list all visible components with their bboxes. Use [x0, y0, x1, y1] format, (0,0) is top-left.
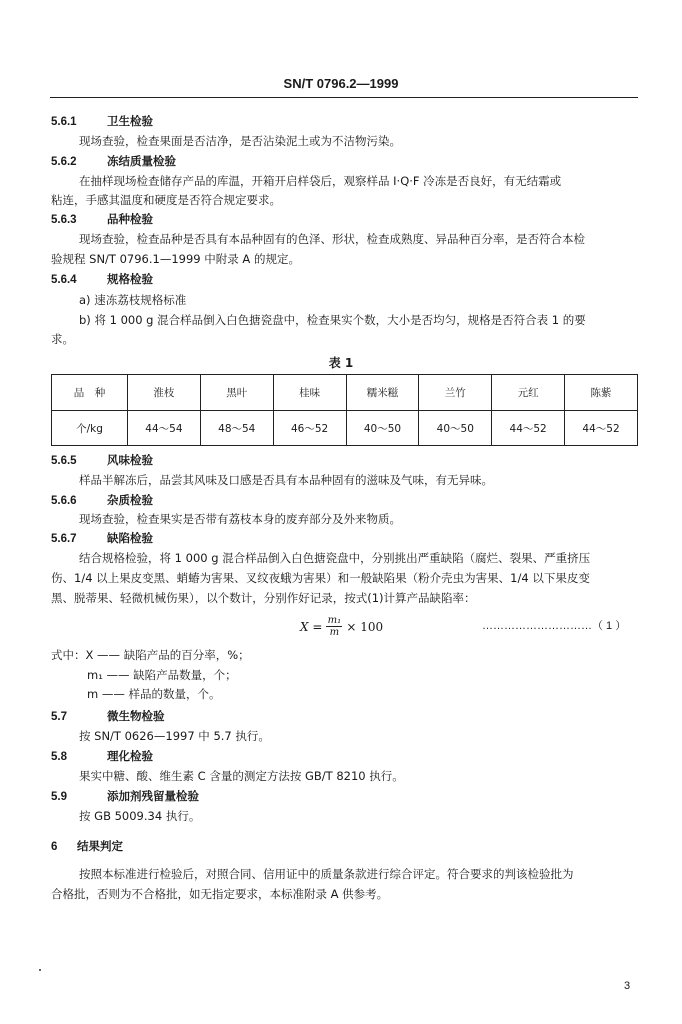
section-title: 微生物检验 [107, 709, 165, 723]
section-5-6-6-heading [51, 492, 153, 509]
section-title: 理化检验 [107, 749, 153, 763]
count-cell: 44～52 [492, 411, 565, 446]
count-cell: 40～50 [419, 411, 492, 446]
section-5-6-2-heading [51, 153, 176, 170]
section-5-6-7-heading [51, 530, 153, 547]
equation-number-line [482, 617, 626, 633]
section-title: 结果判定 [77, 839, 123, 853]
variety-cell: 陈紫 [565, 375, 638, 411]
count-cell: 40～50 [346, 411, 419, 446]
page-number: 3 [624, 980, 631, 992]
section-title: 添加剂残留量检验 [107, 789, 199, 803]
section-5-6-2-body-line: 在抽样现场检查储存产品的库温，开箱开启样袋后，观察样品 I·Q·F 冷冻是否良好，有无结霜或 [79, 174, 562, 188]
table-caption: 表 1 [328, 356, 354, 370]
count-cell: 46～52 [273, 411, 346, 446]
section-number: 6 [51, 841, 58, 853]
section-number: 5.8 [51, 751, 67, 763]
dot-leader: ………………………… [482, 620, 592, 632]
spec-table [51, 374, 638, 446]
section-title: 品种检验 [107, 212, 153, 226]
section-5-6-4-heading [51, 271, 153, 288]
section-number: 5.6.3 [51, 214, 77, 226]
row-label-variety: 品 种 [52, 375, 128, 411]
section-number: 5.9 [51, 791, 67, 803]
formula-fraction [326, 615, 342, 638]
count-cell: 44～54 [128, 411, 201, 446]
formula-legend-line: m —— 样品的数量，个。 [87, 687, 221, 701]
section-title: 缺陷检验 [107, 531, 153, 545]
count-cell: 48～54 [200, 411, 273, 446]
section-5-6-7-body-line: 黑、脱蒂果、轻微机械伤果），以个数计，分别作好记录，按式(1)计算产品缺陷率： [51, 591, 476, 605]
variety-cell: 糯米糍 [346, 375, 419, 411]
variety-cell: 黑叶 [200, 375, 273, 411]
scan-speck [39, 969, 41, 971]
section-title: 冻结质量检验 [107, 154, 176, 168]
variety-cell: 桂味 [273, 375, 346, 411]
standard-code-header: SN/T 0796.2—1999 [283, 76, 399, 91]
section-5-6-3-body-line: 现场查验，检查品种是否具有本品种固有的色泽、形状，检查成熟度、异品种百分率，是否符合本检 [79, 232, 585, 246]
item-b-line: b) 将 1 000 g 混合样品倒入白色搪瓷盘中，检查果实个数，大小是否均匀，规格是否符合表 1 的要 [79, 313, 586, 327]
table-row-counts [52, 411, 638, 446]
formula-denominator: m [329, 627, 340, 638]
section-6-heading [51, 838, 123, 855]
section-number: 5.6.5 [51, 455, 77, 467]
section-title: 卫生检验 [107, 114, 153, 128]
section-5-9-heading [51, 788, 199, 805]
item-b-line: 求。 [51, 332, 74, 346]
section-5-8-body: 果实中糖、酸、维生素 C 含量的测定方法按 GB/T 8210 执行。 [79, 769, 404, 783]
equation-number: （ 1 ） [592, 620, 627, 632]
section-5-6-1-body: 现场查验，检查果面是否洁净，是否沾染泥土或为不洁物污染。 [79, 134, 401, 148]
section-5-6-7-body-line: 结合规格检验，将 1 000 g 混合样品倒入白色搪瓷盘中，分别挑出严重缺陷（腐烂、裂果、严重挤压 [79, 551, 591, 565]
section-number: 5.6.4 [51, 274, 77, 286]
section-number: 5.6.6 [51, 495, 77, 507]
table-row-varieties [52, 375, 638, 411]
formula-legend-line: 式中：X —— 缺陷产品的百分率，%； [51, 648, 250, 662]
header-rule [50, 97, 638, 98]
formula-rhs: × 100 [346, 619, 384, 634]
section-title: 规格检验 [107, 272, 153, 286]
formula-numerator: m₁ [327, 615, 342, 626]
formula-lhs: X = [300, 619, 323, 634]
section-number: 5.6.2 [51, 156, 77, 168]
section-5-6-7-body-line: 伤、1/4 以上果皮变黑、蛸蝽为害果、叉纹夜蛾为害果）和一般缺陷果（粉介壳虫为害果、1/4 以下果皮变 [51, 571, 590, 585]
section-title: 风味检验 [107, 453, 153, 467]
section-5-9-body: 按 GB 5009.34 执行。 [79, 809, 201, 823]
section-5-7-body: 按 SN/T 0626—1997 中 5.7 执行。 [79, 729, 270, 743]
section-title: 杂质检验 [107, 493, 153, 507]
section-5-6-2-body-line: 粘连，手感其温度和硬度是否符合规定要求。 [51, 193, 281, 207]
variety-cell: 兰竹 [419, 375, 492, 411]
variety-cell: 淮枝 [128, 375, 201, 411]
section-5-6-5-body: 样品半解冻后，品尝其风味及口感是否具有本品种固有的滋味及气味，有无异味。 [79, 473, 493, 487]
section-5-8-heading [51, 748, 153, 765]
section-5-6-5-heading [51, 452, 153, 469]
section-5-6-1-heading [51, 113, 153, 130]
variety-cell: 元红 [492, 375, 565, 411]
defect-rate-formula [300, 615, 383, 638]
section-5-6-6-body: 现场查验，检查果实是否带有荔枝本身的废弃部分及外来物质。 [79, 512, 401, 526]
section-5-6-3-body-line: 验规程 SN/T 0796.1—1999 中附录 A 的规定。 [51, 252, 300, 266]
section-5-7-heading [51, 708, 165, 725]
formula-legend-line: m₁ —— 缺陷产品数量，个； [87, 668, 237, 682]
row-label-count: 个/kg [52, 411, 128, 446]
section-6-body-line: 合格批，否则为不合格批，如无指定要求，本标准附录 A 供参考。 [51, 887, 389, 901]
section-number: 5.6.1 [51, 116, 77, 128]
count-cell: 44～52 [565, 411, 638, 446]
section-5-6-3-heading [51, 211, 153, 228]
section-number: 5.7 [51, 711, 67, 723]
section-number: 5.6.7 [51, 533, 77, 545]
section-6-body-line: 按照本标准进行检验后，对照合同、信用证中的质量条款进行综合评定。符合要求的判该检验批为 [79, 867, 574, 881]
item-a: a) 速冻荔枝规格标准 [79, 293, 187, 307]
